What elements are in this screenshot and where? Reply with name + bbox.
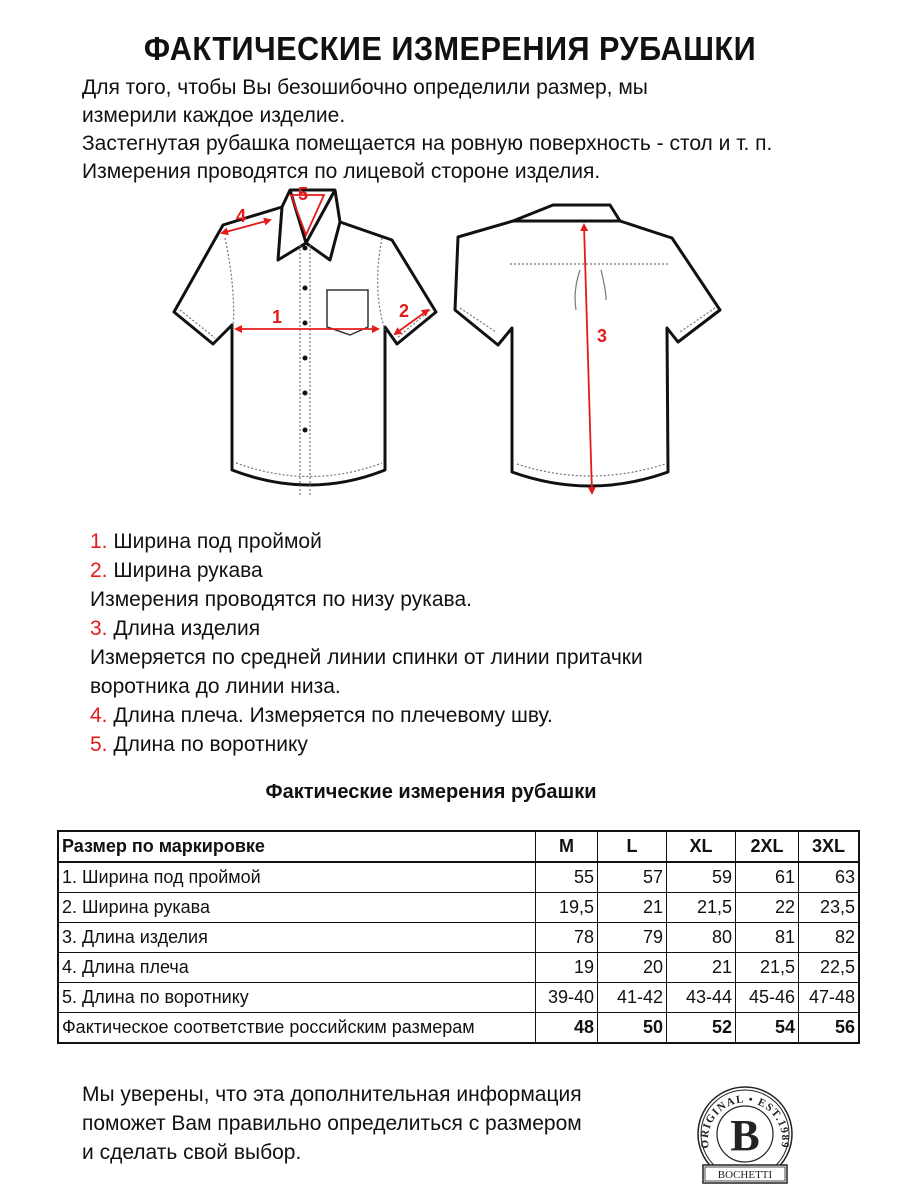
cell: 21 (598, 893, 667, 923)
logo-letter: B (730, 1111, 760, 1160)
page-title: ФАКТИЧЕСКИЕ ИЗМЕРЕНИЯ РУБАШКИ (143, 30, 757, 67)
cell: 21,5 (736, 953, 799, 983)
cell: 56 (799, 1013, 860, 1044)
cell: 21,5 (667, 893, 736, 923)
legend-item: 2. Ширина рукава (90, 559, 263, 582)
label-3: 3 (597, 326, 608, 346)
cell: 57 (598, 862, 667, 893)
label-1: 1 (272, 307, 283, 327)
cell: 59 (667, 862, 736, 893)
closing-text (82, 1080, 582, 1167)
table-row (58, 953, 859, 983)
cell: 63 (799, 862, 860, 893)
table-row (58, 923, 859, 953)
intro-line: Измерения проводятся по лицевой стороне изделия. (82, 160, 601, 183)
size-header: XL (667, 831, 736, 862)
cell: 23,5 (799, 893, 860, 923)
legend-item: 1. Ширина под проймой (90, 530, 322, 553)
row-label: Фактическое соответствие российским размерам (58, 1013, 536, 1044)
row-label: 2. Ширина рукава (58, 893, 536, 923)
cell: 21 (667, 953, 736, 983)
cell: 20 (598, 953, 667, 983)
measurement-legend (90, 527, 643, 759)
size-header: L (598, 831, 667, 862)
size-header: 2XL (736, 831, 799, 862)
cell: 82 (799, 923, 860, 953)
logo-arc-text: ORIGINAL • EST.1989 (698, 1093, 792, 1150)
table-title: Фактические измерения рубашки (265, 781, 597, 803)
cell: 45-46 (736, 983, 799, 1013)
table-row-russian-size (58, 1013, 859, 1044)
closing-line: Мы уверены, что эта дополнительная информация (82, 1083, 582, 1106)
cell: 19 (536, 953, 598, 983)
row-label: 1. Ширина под проймой (58, 862, 536, 893)
cell: 50 (598, 1013, 667, 1044)
cell: 55 (536, 862, 598, 893)
cell: 19,5 (536, 893, 598, 923)
cell: 61 (736, 862, 799, 893)
cell: 47-48 (799, 983, 860, 1013)
legend-note: воротника до линии низа. (90, 675, 341, 698)
label-2: 2 (399, 301, 410, 321)
table-row (58, 862, 859, 893)
label-5: 5 (298, 184, 309, 204)
cell: 54 (736, 1013, 799, 1044)
cell: 22,5 (799, 953, 860, 983)
size-header: M (536, 831, 598, 862)
row-label: 3. Длина изделия (58, 923, 536, 953)
cell: 43-44 (667, 983, 736, 1013)
logo-brand: BOCHETTI (717, 1169, 773, 1181)
legend-item: 4. Длина плеча. Измеряется по плечевому шву. (90, 704, 553, 727)
closing-line: и сделать свой выбор. (82, 1141, 302, 1164)
intro-line: Застегнутая рубашка помещается на ровную поверхность - стол и т. п. (82, 132, 773, 155)
header-label: Размер по маркировке (58, 831, 536, 862)
legend-item: 5. Длина по воротнику (90, 733, 308, 756)
shirt-measurement-diagram (160, 180, 780, 510)
cell: 48 (536, 1013, 598, 1044)
row-label: 4. Длина плеча (58, 953, 536, 983)
row-label: 5. Длина по воротнику (58, 983, 536, 1013)
cell: 79 (598, 923, 667, 953)
legend-item: 3. Длина изделия (90, 617, 261, 640)
size-header: 3XL (799, 831, 860, 862)
legend-note: Измеряется по средней линии спинки от линии притачки (90, 646, 643, 669)
intro-line: Для того, чтобы Вы безошибочно определили размер, мы (82, 76, 648, 99)
closing-line: поможет Вам правильно определиться с размером (82, 1112, 582, 1135)
intro-text (82, 74, 772, 186)
cell: 80 (667, 923, 736, 953)
table-header-row (58, 831, 859, 862)
cell: 81 (736, 923, 799, 953)
legend-note: Измерения проводятся по низу рукава. (90, 588, 472, 611)
cell: 52 (667, 1013, 736, 1044)
table-row (58, 893, 859, 923)
bochetti-logo (693, 1082, 797, 1186)
cell: 22 (736, 893, 799, 923)
intro-line: измерили каждое изделие. (82, 104, 346, 127)
cell: 41-42 (598, 983, 667, 1013)
cell: 39-40 (536, 983, 598, 1013)
table-row (58, 983, 859, 1013)
label-4: 4 (236, 206, 247, 226)
cell: 78 (536, 923, 598, 953)
size-table (57, 830, 860, 1044)
